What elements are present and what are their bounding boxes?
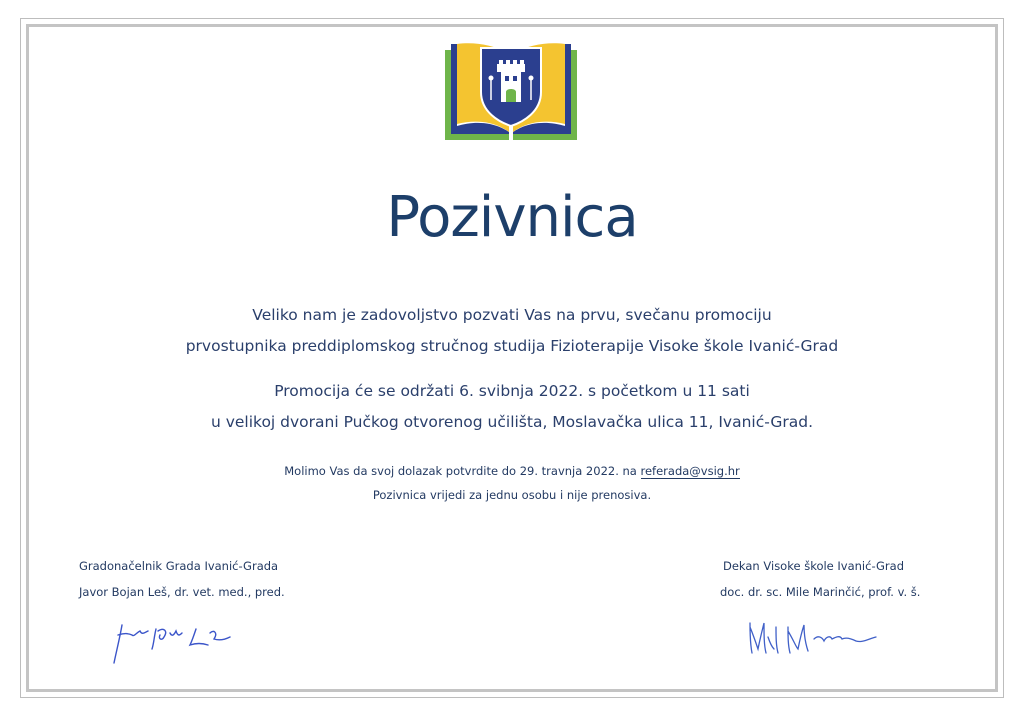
right-signatory-role: Dekan Visoke škole Ivanić-Grad bbox=[723, 559, 905, 573]
invitation-line-3: Promocija će se održati 6. svibnja 2022. s početkom u 11 sati bbox=[274, 382, 750, 400]
left-signature bbox=[110, 615, 240, 670]
school-logo-icon bbox=[443, 40, 579, 148]
right-signature bbox=[744, 613, 884, 663]
rsvp-email-link[interactable]: referada@vsig.hr bbox=[640, 464, 740, 478]
left-signatory-name: Javor Bojan Leš, dr. vet. med., pred. bbox=[79, 585, 285, 599]
left-signatory-role: Gradonačelnik Grada Ivanić-Grada bbox=[79, 559, 279, 573]
invitation-line-2: prvostupnika preddiplomskog stručnog studija Fizioterapije Visoke škole Ivanić-Grad bbox=[185, 337, 839, 355]
page-title: Pozivnica bbox=[386, 185, 638, 250]
rsvp-note: Pozivnica vrijedi za jednu osobu i nije prenosiva. bbox=[372, 488, 652, 502]
right-signatory-name: doc. dr. sc. Mile Marinčić, prof. v. š. bbox=[720, 585, 921, 599]
invitation-line-1: Veliko nam je zadovoljstvo pozvati Vas na prvu, svečanu promociju bbox=[252, 306, 772, 324]
invitation-line-4: u velikoj dvorani Pučkog otvorenog učilišta, Moslavačka ulica 11, Ivanić-Grad. bbox=[210, 413, 814, 431]
rsvp-line bbox=[0, 466, 1024, 478]
rsvp-text: Molimo Vas da svoj dolazak potvrdite do 29. travnja 2022. na bbox=[284, 464, 637, 478]
